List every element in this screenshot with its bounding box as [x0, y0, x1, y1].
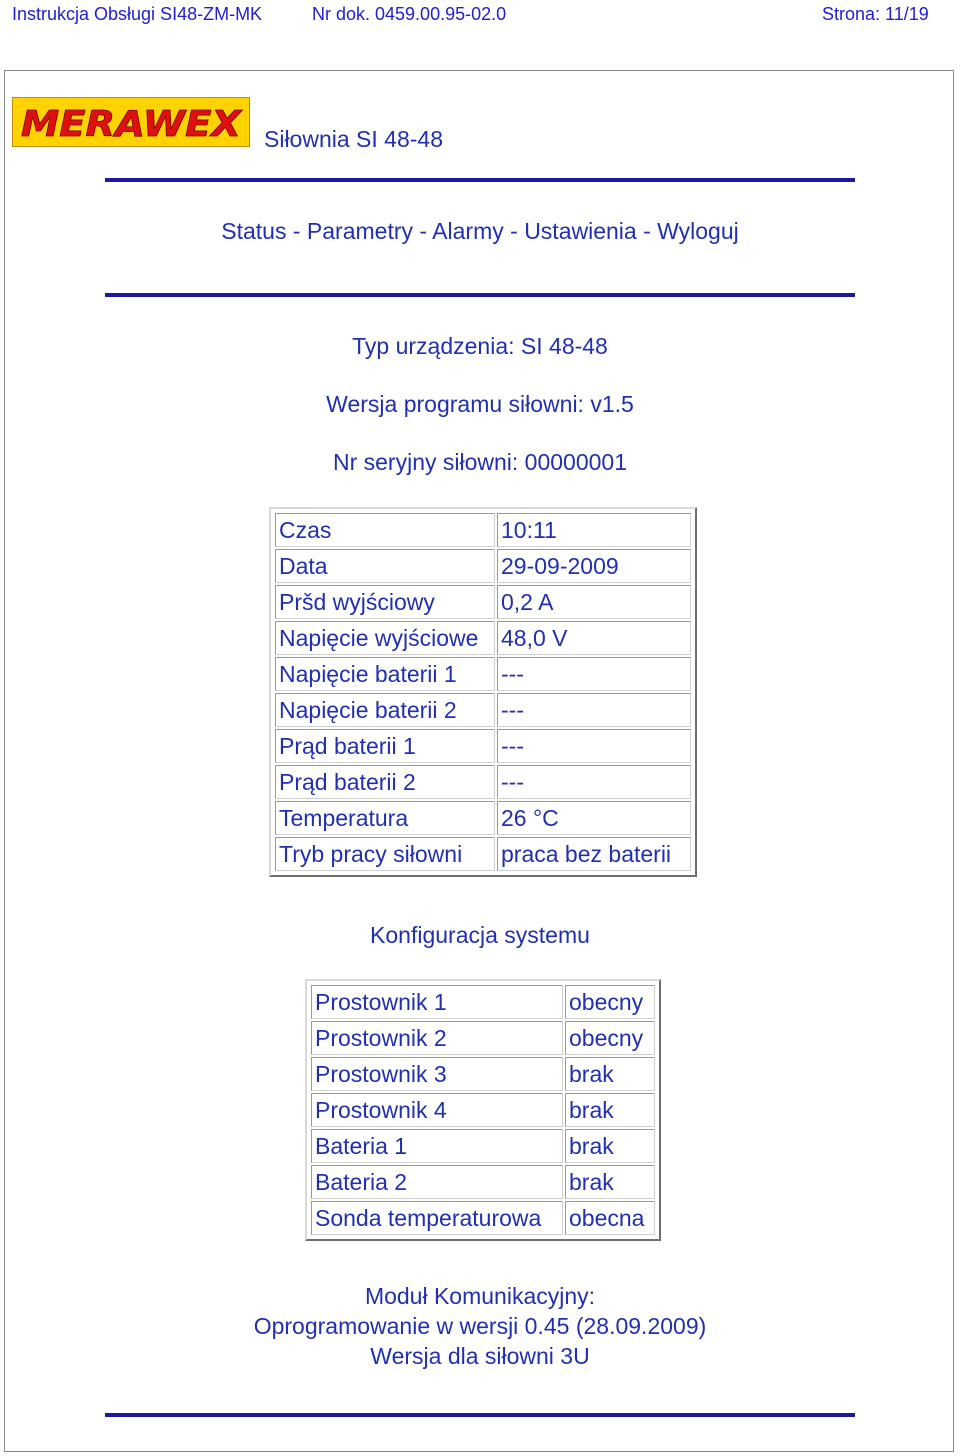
config-title: Konfiguracja systemu [370, 922, 590, 948]
comm-module-software: Oprogramowanie w wersji 0.45 (28.09.2009) [253, 1313, 707, 1339]
status-value: --- [497, 693, 691, 727]
merawex-logo [12, 97, 250, 147]
firmware-version: Wersja programu siłowni: v1.5 [326, 391, 634, 417]
nav-separator: - [636, 218, 658, 244]
status-label: Temperatura [275, 801, 495, 835]
status-label: Napięcie baterii 2 [275, 693, 495, 727]
status-value: --- [497, 765, 691, 799]
table-row [275, 549, 691, 583]
nav-parametry[interactable]: Parametry [306, 218, 413, 244]
table-row [275, 837, 691, 871]
divider-nav [105, 293, 855, 297]
config-value: brak [565, 1093, 655, 1127]
status-label: Data [275, 549, 495, 583]
nav-separator: - [503, 218, 525, 244]
table-row [311, 1129, 655, 1163]
status-label: Napięcie wyjściowe [275, 621, 495, 655]
page-number: Strona: 11/19 [822, 4, 929, 24]
status-value: 0,2 A [497, 585, 691, 619]
status-value: 10:11 [497, 513, 691, 547]
nav-wyloguj[interactable]: Wyloguj [657, 218, 739, 244]
config-label: Prostownik 4 [311, 1093, 563, 1127]
table-row [311, 1021, 655, 1055]
status-label: Prąd baterii 2 [275, 765, 495, 799]
status-label: Tryb pracy siłowni [275, 837, 495, 871]
config-label: Bateria 1 [311, 1129, 563, 1163]
comm-module-title: Moduł Komunikacyjny: [364, 1283, 596, 1309]
main-nav [0, 218, 960, 245]
table-row [311, 1093, 655, 1127]
comm-module-variant: Wersja dla siłowni 3U [370, 1343, 590, 1369]
status-value: praca bez baterii [497, 837, 691, 871]
merawex-logo-mark [13, 98, 249, 146]
status-value: --- [497, 729, 691, 763]
status-label: Czas [275, 513, 495, 547]
nav-ustawienia[interactable]: Ustawienia [524, 218, 637, 244]
status-label: Napięcie baterii 1 [275, 657, 495, 691]
status-label: Prąd baterii 1 [275, 729, 495, 763]
config-value: brak [565, 1129, 655, 1163]
logo-text: MERAWEX [21, 104, 244, 145]
config-value: obecna [565, 1201, 655, 1235]
table-row [275, 513, 691, 547]
table-row [311, 1201, 655, 1235]
nav-separator: - [286, 218, 307, 244]
config-label: Bateria 2 [311, 1165, 563, 1199]
nav-alarmy[interactable]: Alarmy [432, 218, 504, 244]
table-row [275, 657, 691, 691]
status-label: Pršd wyjściowy [275, 585, 495, 619]
serial-number: Nr seryjny siłowni: 00000001 [332, 449, 628, 475]
table-row [311, 985, 655, 1019]
table-row [275, 585, 691, 619]
status-table [269, 507, 697, 877]
config-value: obecny [565, 985, 655, 1019]
config-table [305, 979, 661, 1241]
config-value: brak [565, 1057, 655, 1091]
status-value: 29-09-2009 [497, 549, 691, 583]
config-label: Sonda temperaturowa [311, 1201, 563, 1235]
table-row [311, 1057, 655, 1091]
table-row [311, 1165, 655, 1199]
document-title: Instrukcja Obsługi SI48-ZM-MK [12, 4, 263, 24]
table-row [275, 765, 691, 799]
status-value: --- [497, 657, 691, 691]
config-label: Prostownik 3 [311, 1057, 563, 1091]
app-title: Siłownia SI 48-48 [264, 126, 443, 152]
comm-module-info [0, 1281, 960, 1371]
config-value: obecny [565, 1021, 655, 1055]
device-type: Typ urządzenia: SI 48-48 [352, 333, 608, 359]
config-value: brak [565, 1165, 655, 1199]
table-row [275, 729, 691, 763]
nav-separator: - [413, 218, 433, 244]
document-header [0, 0, 960, 30]
document-number: Nr dok. 0459.00.95-02.0 [312, 4, 507, 24]
divider-bottom [105, 1413, 855, 1417]
divider-top [105, 178, 855, 182]
table-row [275, 621, 691, 655]
status-value: 26 °C [497, 801, 691, 835]
config-label: Prostownik 1 [311, 985, 563, 1019]
table-row [275, 693, 691, 727]
status-value: 48,0 V [497, 621, 691, 655]
config-label: Prostownik 2 [311, 1021, 563, 1055]
nav-status[interactable]: Status [221, 218, 287, 244]
table-row [275, 801, 691, 835]
